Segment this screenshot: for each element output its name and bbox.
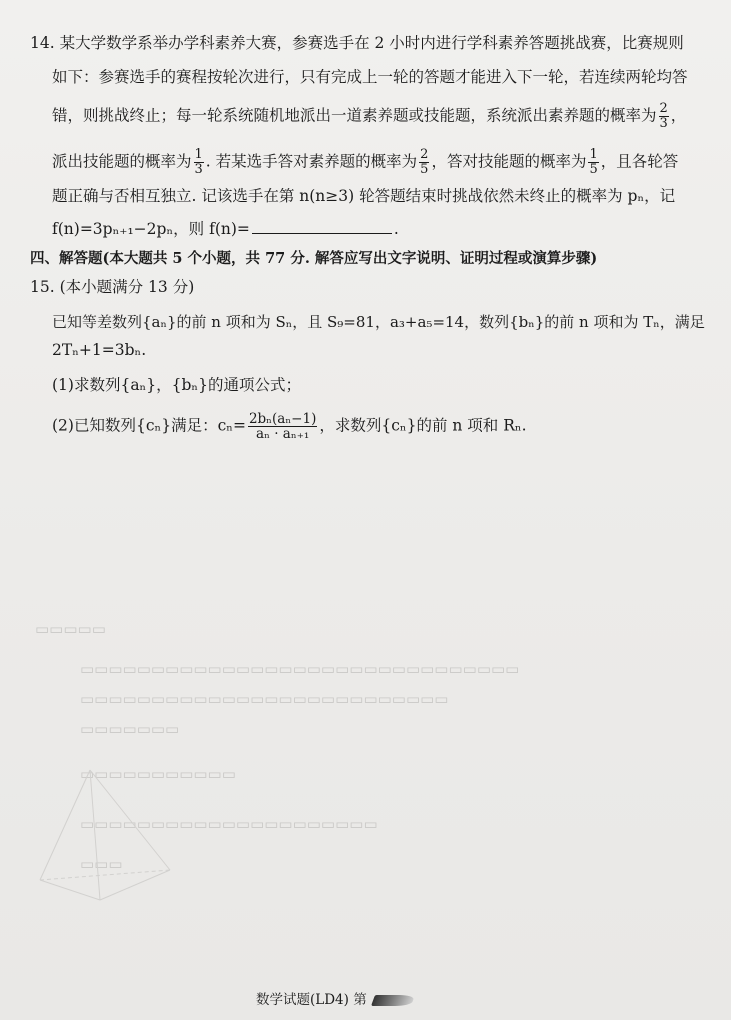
fraction-one-fifth (588, 148, 598, 177)
q14-line-3-end: ， (670, 106, 687, 125)
answer-blank[interactable] (252, 219, 392, 234)
page-footer (256, 988, 413, 1008)
fraction-two-fifths (419, 148, 429, 177)
q14-line-5: 题正确与否相互独立. 记该选手在第 n(n≥3) 轮答题结束时挑战依然未终止的概率为 pₙ，记 (52, 187, 676, 205)
fraction-one-third (194, 148, 204, 177)
bleed-through-text: ▭▭▭▭▭▭▭▭▭▭▭▭▭▭▭▭▭▭▭▭▭ (80, 815, 378, 833)
q14-line-6-text: f(n)=3pₙ₊₁−2pₙ，则 f(n)= (52, 220, 250, 238)
q14-line-6-end: . (393, 220, 399, 238)
bleed-through-text: ▭▭▭▭▭▭▭▭▭▭▭▭▭▭▭▭▭▭▭▭▭▭▭▭▭▭ (80, 690, 449, 708)
q14-line-4-text-d: ，且各轮答 (600, 152, 679, 171)
fraction-numerator: 1 (589, 147, 598, 162)
fraction-two-thirds (659, 102, 669, 131)
ink-smudge (371, 995, 415, 1006)
q15-part-2 (52, 412, 527, 441)
q15-part-2-text-b: ，求数列{cₙ}的前 n 项和 Rₙ. (319, 416, 527, 435)
fraction-denominator: aₙ · aₙ₊₁ (256, 426, 310, 442)
fraction-numerator: 1 (194, 147, 203, 162)
fraction-denominator: 5 (420, 162, 429, 177)
fraction-numerator: 2 (659, 101, 668, 116)
q14-line-4-text-b: . 若某选手答对素养题的概率为 (205, 152, 418, 171)
q14-line-3 (52, 102, 686, 131)
q15-title: 15. (本小题满分 13 分) (30, 278, 195, 296)
bleed-through-text: ▭▭▭▭▭▭▭ (80, 720, 180, 738)
fraction-denominator: 5 (589, 162, 598, 177)
q15-part-2-text-a: (2)已知数列{cₙ}满足：cₙ= (52, 416, 246, 435)
q14-line-4-text-a: 派出技能题的概率为 (52, 152, 192, 171)
bleed-through-figure (30, 760, 190, 910)
fraction-numerator: 2 (420, 147, 429, 162)
q15-line-2: 2Tₙ+1=3bₙ. (52, 341, 147, 359)
q14-line-3-text: 错，则挑战终止；每一轮系统随机地派出一道素养题或技能题，系统派出素养题的概率为 (52, 106, 657, 125)
fraction-denominator: 3 (659, 116, 668, 131)
bleed-through-text: ▭▭▭▭▭▭▭▭▭▭▭ (80, 765, 236, 783)
q14-line-2: 如下：参赛选手的赛程按轮次进行，只有完成上一轮的答题才能进入下一轮，若连续两轮均答 (52, 68, 688, 86)
fraction-denominator: 3 (194, 162, 203, 177)
q14-line-4-text-c: ，答对技能题的概率为 (431, 152, 587, 171)
bleed-through-text: ▭▭▭▭▭▭▭▭▭▭▭▭▭▭▭▭▭▭▭▭▭▭▭▭▭▭▭▭▭▭▭ (80, 660, 520, 678)
q15-line-1: 已知等差数列{aₙ}的前 n 项和为 Sₙ，且 S₉=81，a₃+a₅=14，数列{bₙ}的前 n 项和为 Tₙ，满足 (52, 313, 705, 331)
q14-line-1: 14. 某大学数学系举办学科素养大赛，参赛选手在 2 小时内进行学科素养答题挑战赛，比赛规则 (30, 34, 684, 52)
bleed-through-text: ▭▭▭▭▭ (35, 620, 106, 638)
q14-line-4 (52, 148, 678, 177)
fraction-cn-formula (248, 412, 317, 441)
footer-text: 数学试题(LD4) 第 (256, 992, 367, 1008)
fraction-numerator: 2bₙ(aₙ−1) (248, 411, 317, 427)
q15-part-1: (1)求数列{aₙ}，{bₙ}的通项公式； (52, 376, 301, 394)
section-heading: 四、解答题(本大题共 5 个小题，共 77 分. 解答应写出文字说明、证明过程或演算步骤) (30, 250, 598, 267)
bleed-through-text: ▭▭▭ (80, 855, 123, 873)
q14-line-6 (52, 219, 399, 239)
